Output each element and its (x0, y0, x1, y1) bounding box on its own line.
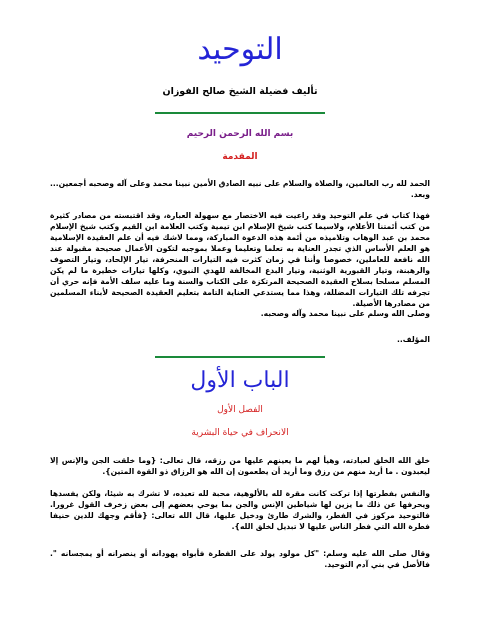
body-paragraph-1: خلق الله الخلق لعبادته، وهيأ لهم ما يعينهم عليها من رزقه، قال تعالى: {وما خلقت الجن والإنس إلا ليعبدون . ما أريد منهم من رزق وما أريد أن يطعمون إن الله هو الرزاق ذو القوة المتين}. (50, 456, 430, 476)
section-title: الفصل الأول (217, 405, 263, 415)
body-paragraph-3: وقال صلى الله عليه وسلم: "كل مولود يولد على الفطرة فأبواه يهودانه أو ينصرانه أو يمجسانه ". فالأصل في بني آدم التوحيد. (50, 549, 430, 569)
intro-paragraph-3: وصلى الله وسلم على نبينا محمد وآله وصحبه. (260, 309, 430, 318)
intro-heading: المقدمة (222, 152, 258, 162)
intro-signature: المؤلف.. (397, 335, 430, 344)
intro-paragraph-2: فهذا كتاب في علم التوحيد وقد راعيت فيه الاختصار مع سهولة العبارة، وقد اقتبسته من مصادر كثيرة من كتب أئمتنا الأعلام، ولاسيما كتب شيخ الإسلام ابن تيمية وكتب العلامة ابن القيم وكتب شيخ الإسلام محمد بن عبد الوهاب وتلاميذه من أئمة هذه الدعوة المباركة، ومما لاشك فيه أن علم العقيدة الإسلامية هو العلم الأساس الذي تجدر العناية به تعلما وتعليما وعملا بموجبه لتكون الأعمال صحيحة مقبولة عند الله نافعة للعاملين، خصوصا وأننا في زمان كثرت فيه التيارات المنحرفة، تيار الإلحاد، وتيار التصوف والرهبنة، وتيار القبورية الوثنية، وتيار البدع المخالفة للهدي النبوي، وكلها تيارات خطيرة ما لم يكن المسلم مسلحا بسلاح العقيدة الصحيحة المرتكزة على الكتاب والسنة وما عليه سلف الأمة فإنه حري أن تجرفه تلك التيارات المضللة، وهذا مما يستدعي العناية التامة بتعليم العقيدة الصحيحة لأبناء المسلمين من مصادرها الأصيلة. (50, 211, 430, 308)
bismillah: بسم الله الرحمن الرحيم (186, 129, 294, 139)
subsection-title: الانحراف في حياة البشرية (191, 428, 289, 438)
chapter-title: الباب الأول (190, 368, 290, 393)
divider-middle (155, 356, 325, 358)
author-line: تأليف فضيلة الشيخ صالح الفوزان (162, 86, 318, 97)
book-title: التوحيد (197, 32, 283, 67)
divider-top (155, 112, 325, 114)
intro-paragraph-1: الحمد لله رب العالمين، والصلاة والسلام على نبيه الصادق الأمين نبينا محمد وعلى آله وصحبه أجمعين... وبعد. (50, 179, 430, 199)
body-paragraph-2: والنفس بفطرتها إذا تركت كانت مقرة لله بالألوهية، محبة لله تعبده، لا تشرك به شيئا، ولكن يفسدها ويحرفها عن ذلك ما يزين لها شياطين الإنس والجن بما يوحي بعضهم إلى بعض زخرف القول غرورا. فالتوحيد مركوز في الفطر، والشرك طارئ ودخيل عليها، قال الله تعالى: {فأقم وجهك للدين حنيفا فطرة الله التي فطر الناس عليها لا تبديل لخلق الله}. (50, 489, 430, 531)
